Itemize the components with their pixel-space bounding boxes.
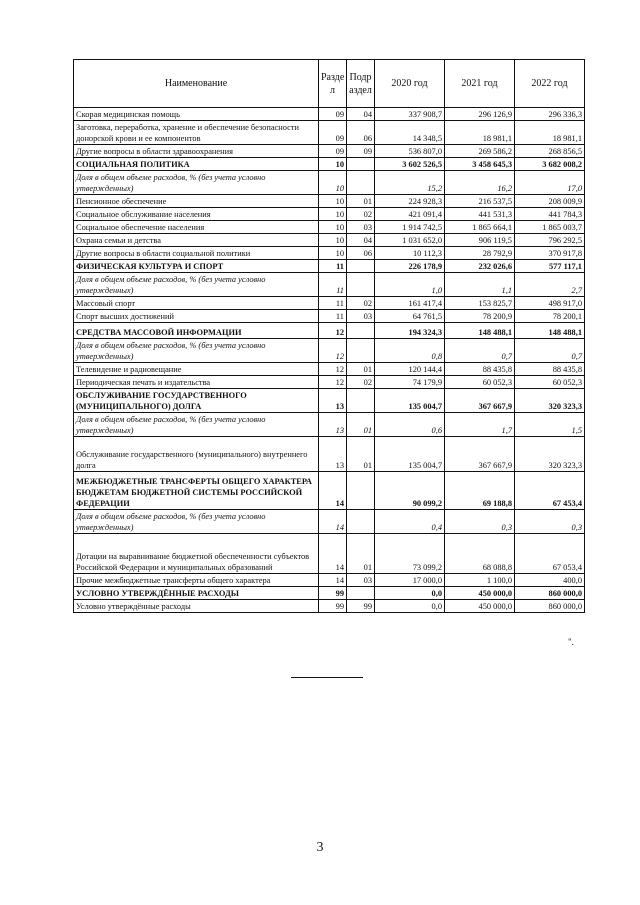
row-razdel: 12	[319, 363, 347, 376]
row-name: Массовый спорт	[74, 297, 319, 310]
row-2021: 441 531,3	[445, 208, 515, 221]
row-razdel: 13	[319, 437, 347, 472]
row-2020: 226 178,9	[375, 260, 445, 273]
row-2021: 60 052,3	[445, 376, 515, 389]
separator-line	[291, 677, 363, 678]
row-podrazdel: 03	[347, 574, 375, 587]
row-2020: 3 602 526,5	[375, 158, 445, 171]
row-podrazdel: 09	[347, 145, 375, 158]
row-2022: 498 917,0	[515, 297, 585, 310]
row-2020: 421 091,4	[375, 208, 445, 221]
row-name: ОБСЛУЖИВАНИЕ ГОСУДАРСТВЕННОГО (МУНИЦИПАЛЬНОГО) ДОЛГА	[74, 389, 319, 413]
table-row	[74, 310, 585, 323]
row-podrazdel	[347, 587, 375, 600]
row-podrazdel	[347, 389, 375, 413]
row-2020: 15,2	[375, 171, 445, 195]
row-podrazdel: 06	[347, 247, 375, 260]
row-2020: 0,6	[375, 413, 445, 437]
row-podrazdel: 03	[347, 221, 375, 234]
row-2022: 1 865 003,7	[515, 221, 585, 234]
row-razdel: 11	[319, 273, 347, 297]
table-row-share	[74, 273, 585, 297]
row-2021: 78 200,9	[445, 310, 515, 323]
row-name: Социальное обслуживание населения	[74, 208, 319, 221]
table-row	[74, 376, 585, 389]
row-2021: 1 100,0	[445, 574, 515, 587]
row-2020: 64 761,5	[375, 310, 445, 323]
row-name: Доля в общем объеме расходов, % (без учета условно утвержденных)	[74, 413, 319, 437]
row-razdel: 14	[319, 534, 347, 574]
row-2021: 367 667,9	[445, 437, 515, 472]
table-row-section	[74, 587, 585, 600]
row-2020: 74 179,9	[375, 376, 445, 389]
row-2021: 367 667,9	[445, 389, 515, 413]
row-2022: 208 009,9	[515, 195, 585, 208]
table-row-share	[74, 510, 585, 534]
row-2021: 906 119,5	[445, 234, 515, 247]
row-2022: 400,0	[515, 574, 585, 587]
row-2020: 135 004,7	[375, 437, 445, 472]
row-2022: 3 682 008,2	[515, 158, 585, 171]
row-podrazdel: 99	[347, 600, 375, 613]
row-2020: 1 031 652,0	[375, 234, 445, 247]
header-2021: 2021 год	[445, 60, 515, 108]
row-2020: 0,0	[375, 600, 445, 613]
row-2021: 69 188,8	[445, 472, 515, 510]
row-razdel: 10	[319, 158, 347, 171]
row-2022: 268 856,5	[515, 145, 585, 158]
row-2020: 337 908,7	[375, 108, 445, 121]
row-podrazdel	[347, 472, 375, 510]
row-podrazdel: 01	[347, 413, 375, 437]
row-2020: 120 144,4	[375, 363, 445, 376]
row-2020: 14 348,5	[375, 121, 445, 145]
row-razdel: 10	[319, 195, 347, 208]
row-2022: 78 200,1	[515, 310, 585, 323]
row-name: СРЕДСТВА МАССОВОЙ ИНФОРМАЦИИ	[74, 323, 319, 339]
row-2022: 67 453,4	[515, 472, 585, 510]
row-podrazdel: 01	[347, 195, 375, 208]
row-razdel: 11	[319, 260, 347, 273]
row-podrazdel	[347, 510, 375, 534]
row-podrazdel	[347, 323, 375, 339]
row-2022: 148 488,1	[515, 323, 585, 339]
row-name: Периодическая печать и издательства	[74, 376, 319, 389]
table-row-section	[74, 158, 585, 171]
row-podrazdel	[347, 158, 375, 171]
row-2020: 224 928,3	[375, 195, 445, 208]
header-razdel: Разде л	[319, 60, 347, 108]
table-row	[74, 534, 585, 574]
row-2022: 441 784,3	[515, 208, 585, 221]
header-2020: 2020 год	[375, 60, 445, 108]
row-name: Охрана семьи и детства	[74, 234, 319, 247]
table-row	[74, 221, 585, 234]
row-podrazdel: 03	[347, 310, 375, 323]
row-2020: 0,8	[375, 339, 445, 363]
table-row	[74, 363, 585, 376]
row-razdel: 99	[319, 600, 347, 613]
header-2022: 2022 год	[515, 60, 585, 108]
row-razdel: 09	[319, 145, 347, 158]
row-2021: 68 088,8	[445, 534, 515, 574]
header-podrazdel: Подр аздел	[347, 60, 375, 108]
row-2020: 10 112,3	[375, 247, 445, 260]
row-razdel: 12	[319, 323, 347, 339]
table-row	[74, 208, 585, 221]
row-podrazdel: 01	[347, 437, 375, 472]
row-podrazdel: 06	[347, 121, 375, 145]
row-name: Спорт высших достижений	[74, 310, 319, 323]
row-2021: 148 488,1	[445, 323, 515, 339]
row-podrazdel: 01	[347, 534, 375, 574]
table-row	[74, 574, 585, 587]
row-name: Другие вопросы в области социальной политики	[74, 247, 319, 260]
row-razdel: 99	[319, 587, 347, 600]
row-2021: 232 026,6	[445, 260, 515, 273]
row-podrazdel	[347, 171, 375, 195]
row-2022: 296 336,3	[515, 108, 585, 121]
row-2022: 60 052,3	[515, 376, 585, 389]
row-2022: 860 000,0	[515, 587, 585, 600]
table-row	[74, 195, 585, 208]
row-podrazdel	[347, 339, 375, 363]
row-2021: 0,3	[445, 510, 515, 534]
row-2022: 320 323,3	[515, 437, 585, 472]
row-razdel: 09	[319, 121, 347, 145]
table-row	[74, 145, 585, 158]
row-razdel: 09	[319, 108, 347, 121]
row-2021: 269 586,2	[445, 145, 515, 158]
page-number: 3	[316, 840, 324, 855]
row-name: Пенсионное обеспечение	[74, 195, 319, 208]
row-podrazdel	[347, 260, 375, 273]
budget-table-container	[73, 59, 585, 613]
row-razdel: 11	[319, 310, 347, 323]
row-name: Прочие межбюджетные трансферты общего характера	[74, 574, 319, 587]
row-name: Обслуживание государственного (муниципального) внутреннего долга	[74, 437, 319, 472]
row-2021: 216 537,5	[445, 195, 515, 208]
row-2022: 1,5	[515, 413, 585, 437]
table-row-section	[74, 323, 585, 339]
row-podrazdel: 04	[347, 234, 375, 247]
row-2022: 17,0	[515, 171, 585, 195]
row-podrazdel: 02	[347, 297, 375, 310]
row-name: Скорая медицинская помощь	[74, 108, 319, 121]
row-name: СОЦИАЛЬНАЯ ПОЛИТИКА	[74, 158, 319, 171]
row-2021: 1 865 664,1	[445, 221, 515, 234]
row-2021: 1,7	[445, 413, 515, 437]
row-razdel: 12	[319, 339, 347, 363]
table-row-share	[74, 339, 585, 363]
row-2020: 90 099,2	[375, 472, 445, 510]
row-name: Доля в общем объеме расходов, % (без учета условно утвержденных)	[74, 510, 319, 534]
row-razdel: 10	[319, 234, 347, 247]
row-name: Доля в общем объеме расходов, % (без учета условно утвержденных)	[74, 273, 319, 297]
row-2020: 194 324,3	[375, 323, 445, 339]
row-2021: 0,7	[445, 339, 515, 363]
row-2022: 577 117,1	[515, 260, 585, 273]
row-name: Социальное обеспечение населения	[74, 221, 319, 234]
row-2020: 17 000,0	[375, 574, 445, 587]
row-2020: 0,0	[375, 587, 445, 600]
row-2021: 28 792,9	[445, 247, 515, 260]
row-podrazdel	[347, 273, 375, 297]
row-name: УСЛОВНО УТВЕРЖДЁННЫЕ РАСХОДЫ	[74, 587, 319, 600]
row-2021: 16,2	[445, 171, 515, 195]
table-header-row	[74, 60, 585, 108]
row-razdel: 10	[319, 171, 347, 195]
row-name: Условно утверждённые расходы	[74, 600, 319, 613]
row-2021: 88 435,8	[445, 363, 515, 376]
row-2022: 860 000,0	[515, 600, 585, 613]
table-row-section	[74, 472, 585, 510]
row-name: Доля в общем объеме расходов, % (без учета условно утвержденных)	[74, 171, 319, 195]
row-2022: 18 981,1	[515, 121, 585, 145]
row-2020: 73 099,2	[375, 534, 445, 574]
table-row	[74, 297, 585, 310]
row-2022: 0,7	[515, 339, 585, 363]
table-row	[74, 437, 585, 472]
row-name: МЕЖБЮДЖЕТНЫЕ ТРАНСФЕРТЫ ОБЩЕГО ХАРАКТЕРА БЮДЖЕТАМ БЮДЖЕТНОЙ СИСТЕМЫ РОССИЙСКОЙ ФЕДЕРАЦИИ	[74, 472, 319, 510]
row-razdel: 14	[319, 472, 347, 510]
row-name: Заготовка, переработка, хранение и обеспечение безопасности донорской крови и ее компонентов	[74, 121, 319, 145]
table-row-share	[74, 171, 585, 195]
row-2021: 1,1	[445, 273, 515, 297]
table-row	[74, 234, 585, 247]
row-2022: 370 917,8	[515, 247, 585, 260]
row-podrazdel: 04	[347, 108, 375, 121]
row-2020: 1,0	[375, 273, 445, 297]
row-2022: 796 292,5	[515, 234, 585, 247]
row-2020: 135 004,7	[375, 389, 445, 413]
row-name: ФИЗИЧЕСКАЯ КУЛЬТУРА И СПОРТ	[74, 260, 319, 273]
row-2020: 161 417,4	[375, 297, 445, 310]
row-podrazdel: 01	[347, 363, 375, 376]
row-podrazdel: 02	[347, 208, 375, 221]
row-razdel: 12	[319, 376, 347, 389]
row-name: Другие вопросы в области здравоохранения	[74, 145, 319, 158]
row-2022: 0,3	[515, 510, 585, 534]
row-razdel: 13	[319, 389, 347, 413]
row-2022: 88 435,8	[515, 363, 585, 376]
row-2021: 153 825,7	[445, 297, 515, 310]
row-razdel: 10	[319, 208, 347, 221]
table-row	[74, 121, 585, 145]
row-razdel: 14	[319, 574, 347, 587]
table-row-section	[74, 389, 585, 413]
row-2020: 0,4	[375, 510, 445, 534]
table-row-section	[74, 260, 585, 273]
row-2022: 67 053,4	[515, 534, 585, 574]
row-razdel: 10	[319, 247, 347, 260]
row-razdel: 10	[319, 221, 347, 234]
row-2020: 1 914 742,5	[375, 221, 445, 234]
row-razdel: 14	[319, 510, 347, 534]
row-2021: 18 981,1	[445, 121, 515, 145]
header-name: Наименование	[74, 60, 319, 108]
row-podrazdel: 02	[347, 376, 375, 389]
row-2021: 296 126,9	[445, 108, 515, 121]
budget-table	[73, 59, 585, 613]
row-name: Телевидение и радиовещание	[74, 363, 319, 376]
row-2021: 450 000,0	[445, 587, 515, 600]
row-2021: 3 458 645,3	[445, 158, 515, 171]
table-row-share	[74, 413, 585, 437]
table-row	[74, 247, 585, 260]
row-name: Дотации на выравнивание бюджетной обеспеченности субъектов Российской Федерации и муниципальных образований	[74, 534, 319, 574]
row-2020: 536 807,0	[375, 145, 445, 158]
row-2022: 320 323,3	[515, 389, 585, 413]
table-row	[74, 108, 585, 121]
table-row	[74, 600, 585, 613]
row-2021: 450 000,0	[445, 600, 515, 613]
row-2022: 2,7	[515, 273, 585, 297]
footnote-mark: ".	[568, 637, 574, 647]
row-razdel: 11	[319, 297, 347, 310]
row-name: Доля в общем объеме расходов, % (без учета условно утвержденных)	[74, 339, 319, 363]
row-razdel: 13	[319, 413, 347, 437]
